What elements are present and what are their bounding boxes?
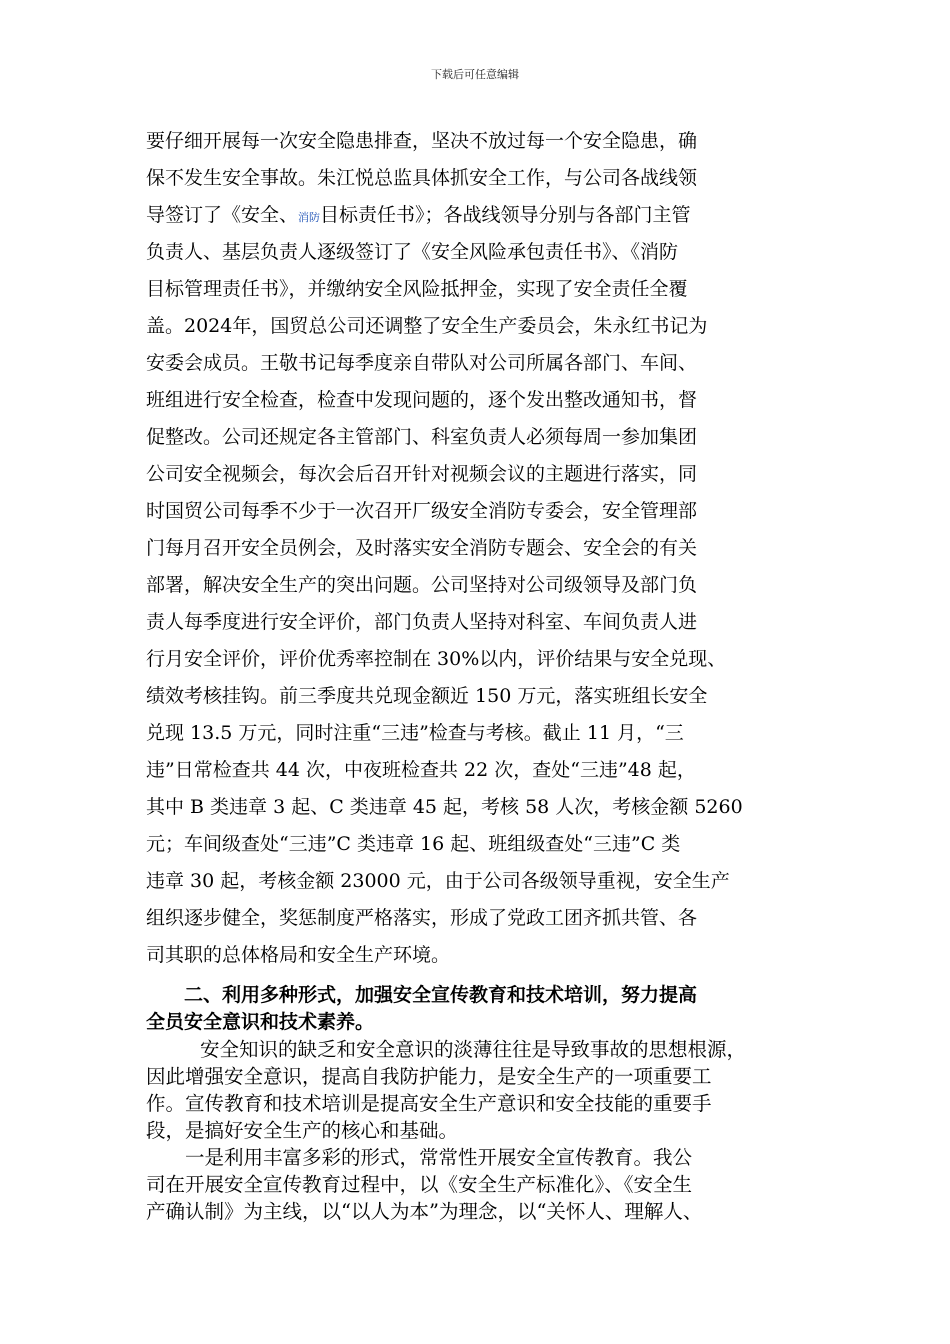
section-heading: 全员安全意识和技术素养。 bbox=[146, 1011, 375, 1033]
paragraph-line: 兑现 13.5 万元，同时注重“三违”检查与考核。截止 11 月，“三 bbox=[146, 722, 684, 744]
paragraph-line: 时国贸公司每季不少于一次召开厂级安全消防专委会，安全管理部 bbox=[146, 500, 698, 522]
paragraph-line: 司在开展安全宣传教育过程中，以《安全生产标准化》、《安全生 bbox=[146, 1173, 693, 1196]
paragraph-line: 安全知识的缺乏和安全意识的淡薄往往是导致事故的思想根源， bbox=[200, 1038, 747, 1061]
section-heading: 二、利用多种形式，加强安全宣传教育和技术培训，努力提高 bbox=[146, 984, 698, 1006]
paragraph-line: 促整改。公司还规定各主管部门、科室负责人必须每周一参加集团 bbox=[146, 426, 698, 448]
paragraph-line: 要仔细开展每一次安全隐患排查，坚决不放过每一个安全隐患，确 bbox=[146, 130, 698, 152]
paragraph-line: 班组进行安全检查，检查中发现问题的，逐个发出整改通知书，督 bbox=[146, 389, 698, 411]
paragraph-line: 行月安全评价，评价优秀率控制在 30%以内，评价结果与安全兑现、 bbox=[146, 648, 727, 670]
paragraph-line: 违”日常检查共 44 次，中夜班检查共 22 次，查处“三违”48 起， bbox=[146, 759, 696, 781]
paragraph-line: 司其职的总体格局和安全生产环境。 bbox=[146, 944, 451, 966]
paragraph-line: 保不发生安全事故。朱江悦总监具体抓安全工作，与公司各战线领 bbox=[146, 167, 698, 189]
paragraph-line: 公司安全视频会，每次会后召开针对视频会议的主题进行落实，同 bbox=[146, 463, 698, 485]
paragraph-line: 安委会成员。王敬书记每季度亲自带队对公司所属各部门、车间、 bbox=[146, 352, 698, 374]
paragraph-line: 段，是搞好安全生产的核心和基础。 bbox=[146, 1119, 459, 1142]
small-inline-text: 消防 bbox=[298, 211, 321, 224]
page-header: 下载后可任意编辑 bbox=[431, 68, 519, 81]
paragraph-line: 责人每季度进行安全评价，部门负责人坚持对科室、车间负责人进 bbox=[146, 611, 698, 633]
paragraph-line: 目标管理责任书》，并缴纳安全风险抵押金，实现了安全责任全覆 bbox=[146, 278, 688, 300]
paragraph-line: 组织逐步健全，奖惩制度严格落实，形成了党政工团齐抓共管、各 bbox=[146, 907, 698, 929]
paragraph-line bbox=[146, 200, 691, 227]
paragraph-line: 部署，解决安全生产的突出问题。公司坚持对公司级领导及部门负 bbox=[146, 574, 698, 596]
paragraph-line: 其中 B 类违章 3 起、C 类违章 45 起，考核 58 人次，考核金额 5260 bbox=[146, 796, 743, 818]
paragraph-line: 元；车间级查处“三违”C 类违章 16 起、班组级查处“三违”C 类 bbox=[146, 833, 681, 855]
paragraph-line: 作。宣传教育和技术培训是提高安全生产意识和安全技能的重要手 bbox=[146, 1092, 712, 1115]
paragraph-line: 违章 30 起，考核金额 23000 元，由于公司各级领导重视，安全生产 bbox=[146, 870, 730, 892]
line-text: 目标责任书》；各战线领导分别与各部门主管 bbox=[320, 204, 691, 226]
line-text: 导签订了《安全、 bbox=[146, 204, 299, 226]
paragraph-line: 负责人、基层负责人逐级签订了《安全风险承包责任书》、《消防 bbox=[146, 241, 679, 263]
paragraph-line: 绩效考核挂钩。前三季度共兑现金额近 150 万元，落实班组长安全 bbox=[146, 685, 708, 707]
paragraph-line: 盖。2024年，国贸总公司还调整了安全生产委员会，朱永红书记为 bbox=[146, 315, 708, 337]
paragraph-line: 因此增强安全意识，提高自我防护能力，是安全生产的一项重要工 bbox=[146, 1065, 712, 1088]
paragraph-line: 产确认制》为主线，以“以人为本”为理念，以“关怀人、理解人、 bbox=[146, 1200, 703, 1223]
paragraph-line: 一是利用丰富多彩的形式，常常性开展安全宣传教育。我公 bbox=[146, 1146, 693, 1169]
paragraph-line: 门每月召开安全员例会，及时落实安全消防专题会、安全会的有关 bbox=[146, 537, 698, 559]
